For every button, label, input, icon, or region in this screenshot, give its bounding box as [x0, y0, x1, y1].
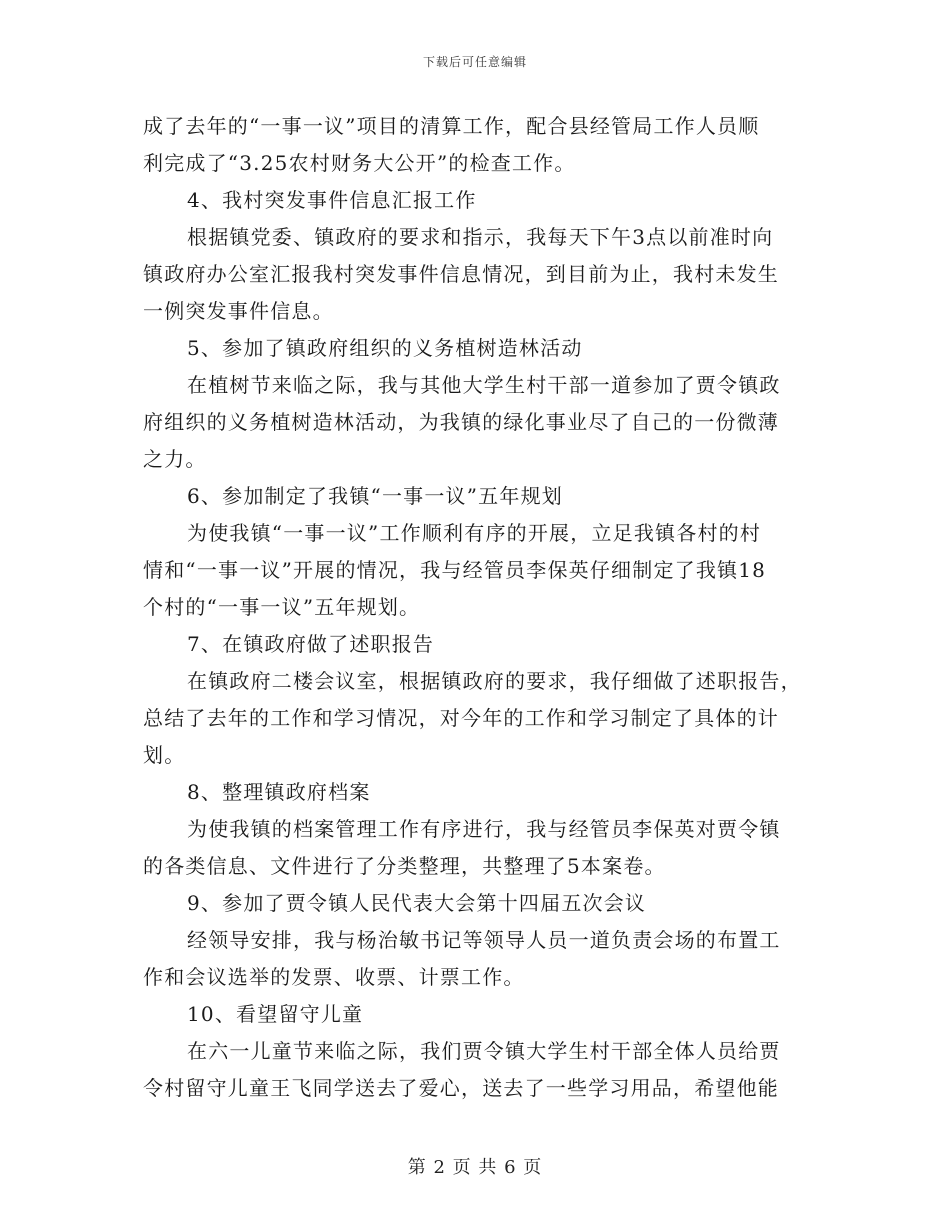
section-heading: 5、参加了镇政府组织的义务植树造林活动 — [187, 336, 583, 360]
page-header: 下载后可任意编辑 — [422, 55, 527, 69]
text-line: 之力。 — [143, 447, 207, 471]
text-line: 为使我镇“一事一议”工作顺利有序的开展，立足我镇各村的村 — [187, 521, 762, 545]
section-heading: 8、整理镇政府档案 — [187, 780, 371, 804]
text-line: 令村留守儿童王飞同学送去了爱心，送去了一些学习用品，希望他能 — [143, 1076, 779, 1100]
text-line: 总结了去年的工作和学习情况，对今年的工作和学习制定了具体的计 — [143, 706, 779, 730]
section-heading: 6、参加制定了我镇“一事一议”五年规划 — [187, 484, 563, 508]
text-line: 在镇政府二楼会议室，根据镇政府的要求，我仔细做了述职报告， — [187, 669, 802, 693]
document-body — [143, 108, 811, 1107]
text-line: 的各类信息、文件进行了分类整理，共整理了5本案卷。 — [143, 854, 666, 878]
text-line: 个村的“一事一议”五年规划。 — [143, 595, 421, 619]
page-footer: 第 2 页 共 6 页 — [407, 1157, 543, 1178]
text-line: 成了去年的“一事一议”项目的清算工作，配合县经管局工作人员顺 — [143, 114, 760, 138]
text-line: 府组织的义务植树造林活动，为我镇的绿化事业尽了自己的一份微薄 — [143, 410, 779, 434]
text-line: 为使我镇的档案管理工作有序进行，我与经管员李保英对贾令镇 — [187, 817, 781, 841]
text-line: 根据镇党委、镇政府的要求和指示，我每天下午3点以前准时向 — [187, 225, 774, 249]
text-line: 在植树节来临之际，我与其他大学生村干部一道参加了贾令镇政 — [187, 373, 781, 397]
text-line: 经领导安排，我与杨治敏书记等领导人员一道负责会场的布置工 — [187, 928, 781, 952]
text-line: 作和会议选举的发票、收票、计票工作。 — [143, 965, 525, 989]
text-line: 利完成了“3.25农村财务大公开”的检查工作。 — [143, 151, 576, 175]
section-heading: 4、我村突发事件信息汇报工作 — [187, 188, 477, 212]
section-heading: 10、看望留守儿童 — [187, 1002, 364, 1026]
text-line: 镇政府办公室汇报我村突发事件信息情况，到目前为止，我村未发生 — [143, 262, 779, 286]
text-line: 在六一儿童节来临之际，我们贾令镇大学生村干部全体人员给贾 — [187, 1039, 781, 1063]
section-heading: 7、在镇政府做了述职报告 — [187, 632, 435, 656]
text-line: 一例突发事件信息。 — [143, 299, 334, 323]
text-line: 情和“一事一议”开展的情况，我与经管员李保英仔细制定了我镇18 — [143, 558, 767, 582]
section-heading: 9、参加了贾令镇人民代表大会第十四届五次会议 — [187, 891, 647, 915]
text-line: 划。 — [143, 743, 186, 767]
